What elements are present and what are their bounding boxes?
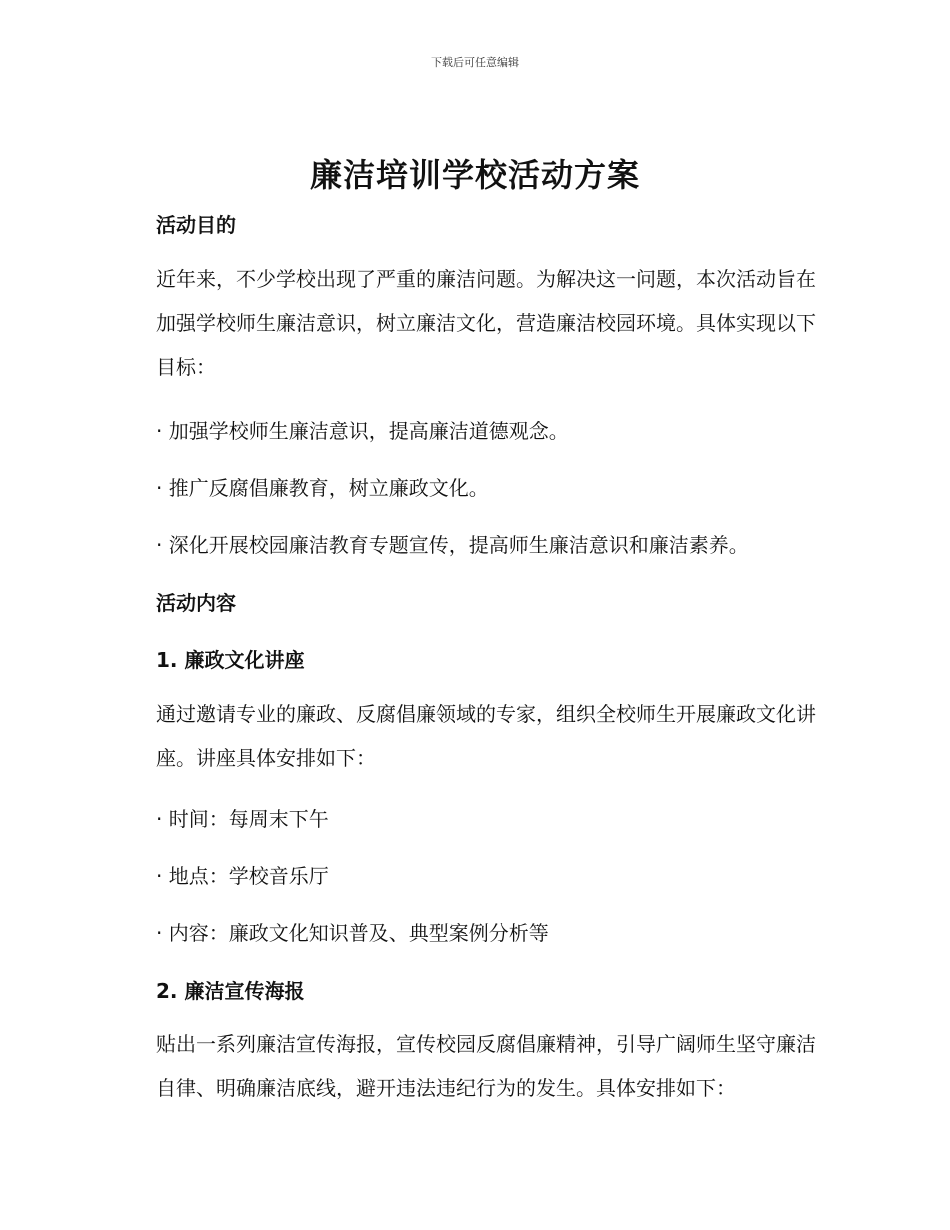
section-heading-purpose: 活动目的: [156, 213, 236, 237]
list-item: · 内容：廉政文化知识普及、典型案例分析等: [156, 921, 549, 945]
list-item: · 推广反腐倡廉教育，树立廉政文化。: [156, 476, 489, 500]
paragraph-lecture: 通过邀请专业的廉政、反腐倡廉领域的专家，组织全校师生开展廉政文化讲座。讲座具体安排如下：: [156, 702, 816, 770]
section-heading-content: 活动内容: [156, 591, 236, 615]
list-item: · 地点：学校音乐厅: [156, 864, 329, 888]
list-item: · 时间：每周末下午: [156, 807, 329, 831]
paragraph-purpose: 近年来，不少学校出现了严重的廉洁问题。为解决这一问题，本次活动旨在加强学校师生廉洁意识，树立廉洁文化，营造廉洁校园环境。具体实现以下目标：: [156, 267, 816, 379]
list-item: · 加强学校师生廉洁意识，提高廉洁道德观念。: [156, 419, 569, 443]
subheading-poster: 2. 廉洁宣传海报: [156, 979, 305, 1003]
list-item: · 深化开展校园廉洁教育专题宣传，提高师生廉洁意识和廉洁素养。: [156, 533, 749, 557]
subheading-lecture: 1. 廉政文化讲座: [156, 648, 305, 672]
header-note: 下载后可任意编辑: [431, 56, 519, 69]
paragraph-poster: 贴出一系列廉洁宣传海报，宣传校园反腐倡廉精神，引导广阔师生坚守廉洁自律、明确廉洁底线，避开违法违纪行为的发生。具体安排如下：: [156, 1032, 816, 1100]
page-title: 廉洁培训学校活动方案: [309, 156, 640, 194]
